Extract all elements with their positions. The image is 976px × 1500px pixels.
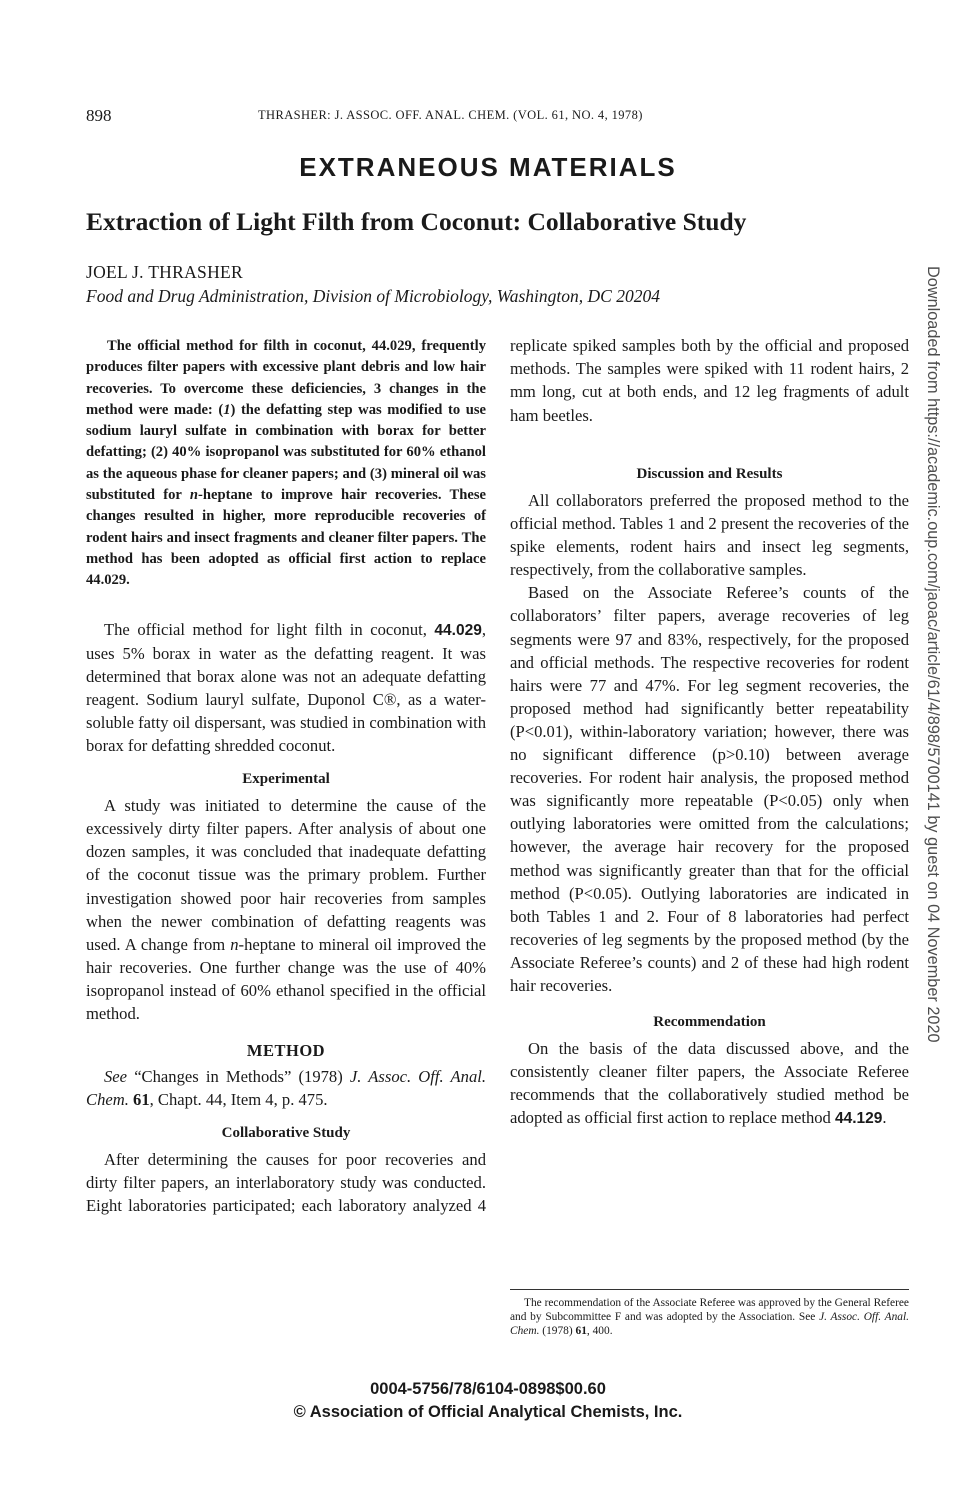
abstract-text-2: ) the defatting step was modified to use sodium lauryl sulfate in combination with borax for better defatting; (2) 40% isopropanol was substituted for 60% ethanol as the aqueous phase for cleaner papers; and (3) mineral oil was substituted for xyxy=(86,401,486,504)
footnote-journal: J. Assoc. Off. Anal. Chem. xyxy=(510,1311,909,1338)
abstract-n-prefix: n xyxy=(189,487,199,504)
experimental-paragraph xyxy=(86,794,486,1025)
recommendation-heading: Recommendation xyxy=(653,1014,766,1031)
experimental-text-1: A study was initiated to determine the cause of the excessively dirty filter papers. After analysis of about one dozen samples, it was concluded that inadequate defatting of the coconut tissue was the primary problem. Further investigation showed poor hair recoveries from samples when the newer combination of defatting reagents was used. A change from xyxy=(86,796,486,954)
discussion-paragraph-2: Based on the Associate Referee’s counts of the collaborators’ filter papers, average recoveries of leg segments were 97 and 83%, respectively, for the proposed and official methods. The respective recoveries for rodent hairs were 77 and 47%. For leg segment recoveries, the proposed method had significantly better repeatability (P<0.01), within-laboratory variation; however, there was no significant difference (p>0.10) between average recoveries. For rodent hair analysis, the proposed method was significantly more repeatable (P<0.05) only when outlying laboratories were omitted from the calculations; however, the average hair recovery for the proposed method was significantly greater than that for the official method (P<0.05). Outlying laboratories are indicated in both Tables 1 and 2. Four of 8 laboratories had perfect recoveries of leg segments by the proposed method (by the Associate Referee’s counts) and 2 of these had high rodent hair recoveries. xyxy=(510,583,909,995)
intro-paragraph xyxy=(86,618,486,758)
collaborative-paragraph-continued: replicate spiked samples both by the official and proposed methods. The samples were spiked with 11 rodent hairs, 2 mm long, cut at both ends, and 12 leg fragments of adult ham beetles. xyxy=(510,336,909,425)
discussion-paragraph-1: All collaborators preferred the proposed method to the official method. Tables 1 and 2 present the recoveries of the spike elements, rodent hairs and insect leg segments, respectively, from the collaborative samples. xyxy=(510,491,909,580)
footnote-pages: , 400. xyxy=(586,1325,613,1338)
running-head: THRASHER: J. ASSOC. OFF. ANAL. CHEM. (VOL. 61, NO. 4, 1978) xyxy=(258,108,643,122)
issn-line: 0004-5756/78/6104-0898$00.60 xyxy=(370,1380,606,1398)
method-reference: 44.029 xyxy=(434,621,482,639)
method-paragraph xyxy=(86,1065,486,1111)
experimental-text-2: -heptane to mineral oil improved the hair recoveries. One further change was the use of 40% isopropanol instead of 60% ethanol specified in the official method. xyxy=(86,934,486,1023)
download-watermark: Downloaded from https://academic.oup.com/jaoac/article/61/4/898/5700141 by guest on 04 November 2020 xyxy=(924,266,942,1043)
abstract-text-1: The official method for filth in coconut, 44.029, frequently produces filter papers with excessive plant debris and low hair recoveries. To overcome these deficiencies, 3 changes in the method were made: ( xyxy=(86,338,486,418)
method-quote: “Changes in Methods” (1978) xyxy=(127,1067,350,1087)
collaborative-heading: Collaborative Study xyxy=(221,1125,351,1142)
copyright-line: © Association of Official Analytical Chemists, Inc. xyxy=(293,1403,683,1421)
method-see: See xyxy=(104,1067,128,1087)
recommendation-end: . xyxy=(882,1108,887,1128)
recommendation-method-reference: 44.129 xyxy=(835,1110,883,1128)
recommendation-paragraph xyxy=(510,1037,909,1130)
abstract-text-3: -heptane to improve hair recoveries. These changes resulted in higher, more reproducible recoveries of rodent hairs and insect fragments and cleaner filter papers. The method has been adopted as official first action to replace 44.029. xyxy=(86,487,487,589)
intro-text-1: The official method for light filth in coconut, xyxy=(104,619,435,639)
footnote xyxy=(510,1296,909,1338)
method-volume: 61 xyxy=(133,1090,150,1110)
abstract-item-number: 1 xyxy=(223,401,231,418)
collaborative-paragraph: After determining the causes for poor recoveries and dirty filter papers, an interlaboratory study was conducted. Eight laboratories participated; each laboratory analyzed 4 xyxy=(86,1150,486,1216)
method-heading: METHOD xyxy=(246,1041,326,1061)
left-column xyxy=(86,336,486,1217)
page-number: 898 xyxy=(86,106,112,125)
article-title: Extraction of Light Filth from Coconut: Collaborative Study xyxy=(86,207,747,236)
collaborative-continued xyxy=(510,334,909,449)
author-affiliation: Food and Drug Administration, Division of Microbiology, Washington, DC 20204 xyxy=(86,286,660,306)
section-title: EXTRANEOUS MATERIALS xyxy=(299,152,677,182)
method-rest: , Chapt. 44, Item 4, p. 475. xyxy=(149,1090,328,1110)
recommendation-text: On the basis of the data discussed above, and the consistently cleaner filter papers, the Associate Referee recommends that the collaboratively studied method be adopted as official first action to replace method xyxy=(510,1039,909,1128)
intro-text-2: , uses 5% borax in water as the defatting reagent. It was determined that borax alone was not an adequate defatting reagent. Sodium lauryl sulfate, Duponol C®, as a water-soluble fatty oil dispersant, was studied in combination with borax for defatting shredded coconut. xyxy=(86,619,486,756)
author-name: JOEL J. THRASHER xyxy=(86,262,243,282)
footnote-volume: 61 xyxy=(575,1325,587,1338)
right-column xyxy=(510,334,909,1130)
method-journal: J. Assoc. Off. Anal. Chem. xyxy=(86,1067,487,1110)
footnote-text: The recommendation of the Associate Referee was approved by the General Referee and by Subcommittee F and was adopted by the Association. See xyxy=(510,1297,909,1324)
experimental-n-prefix: n xyxy=(230,934,239,954)
experimental-heading: Experimental xyxy=(242,771,330,788)
abstract xyxy=(86,336,486,592)
discussion-heading: Discussion and Results xyxy=(636,466,783,482)
footnote-rule xyxy=(510,1289,909,1290)
footnote-year: (1978) xyxy=(539,1325,576,1338)
